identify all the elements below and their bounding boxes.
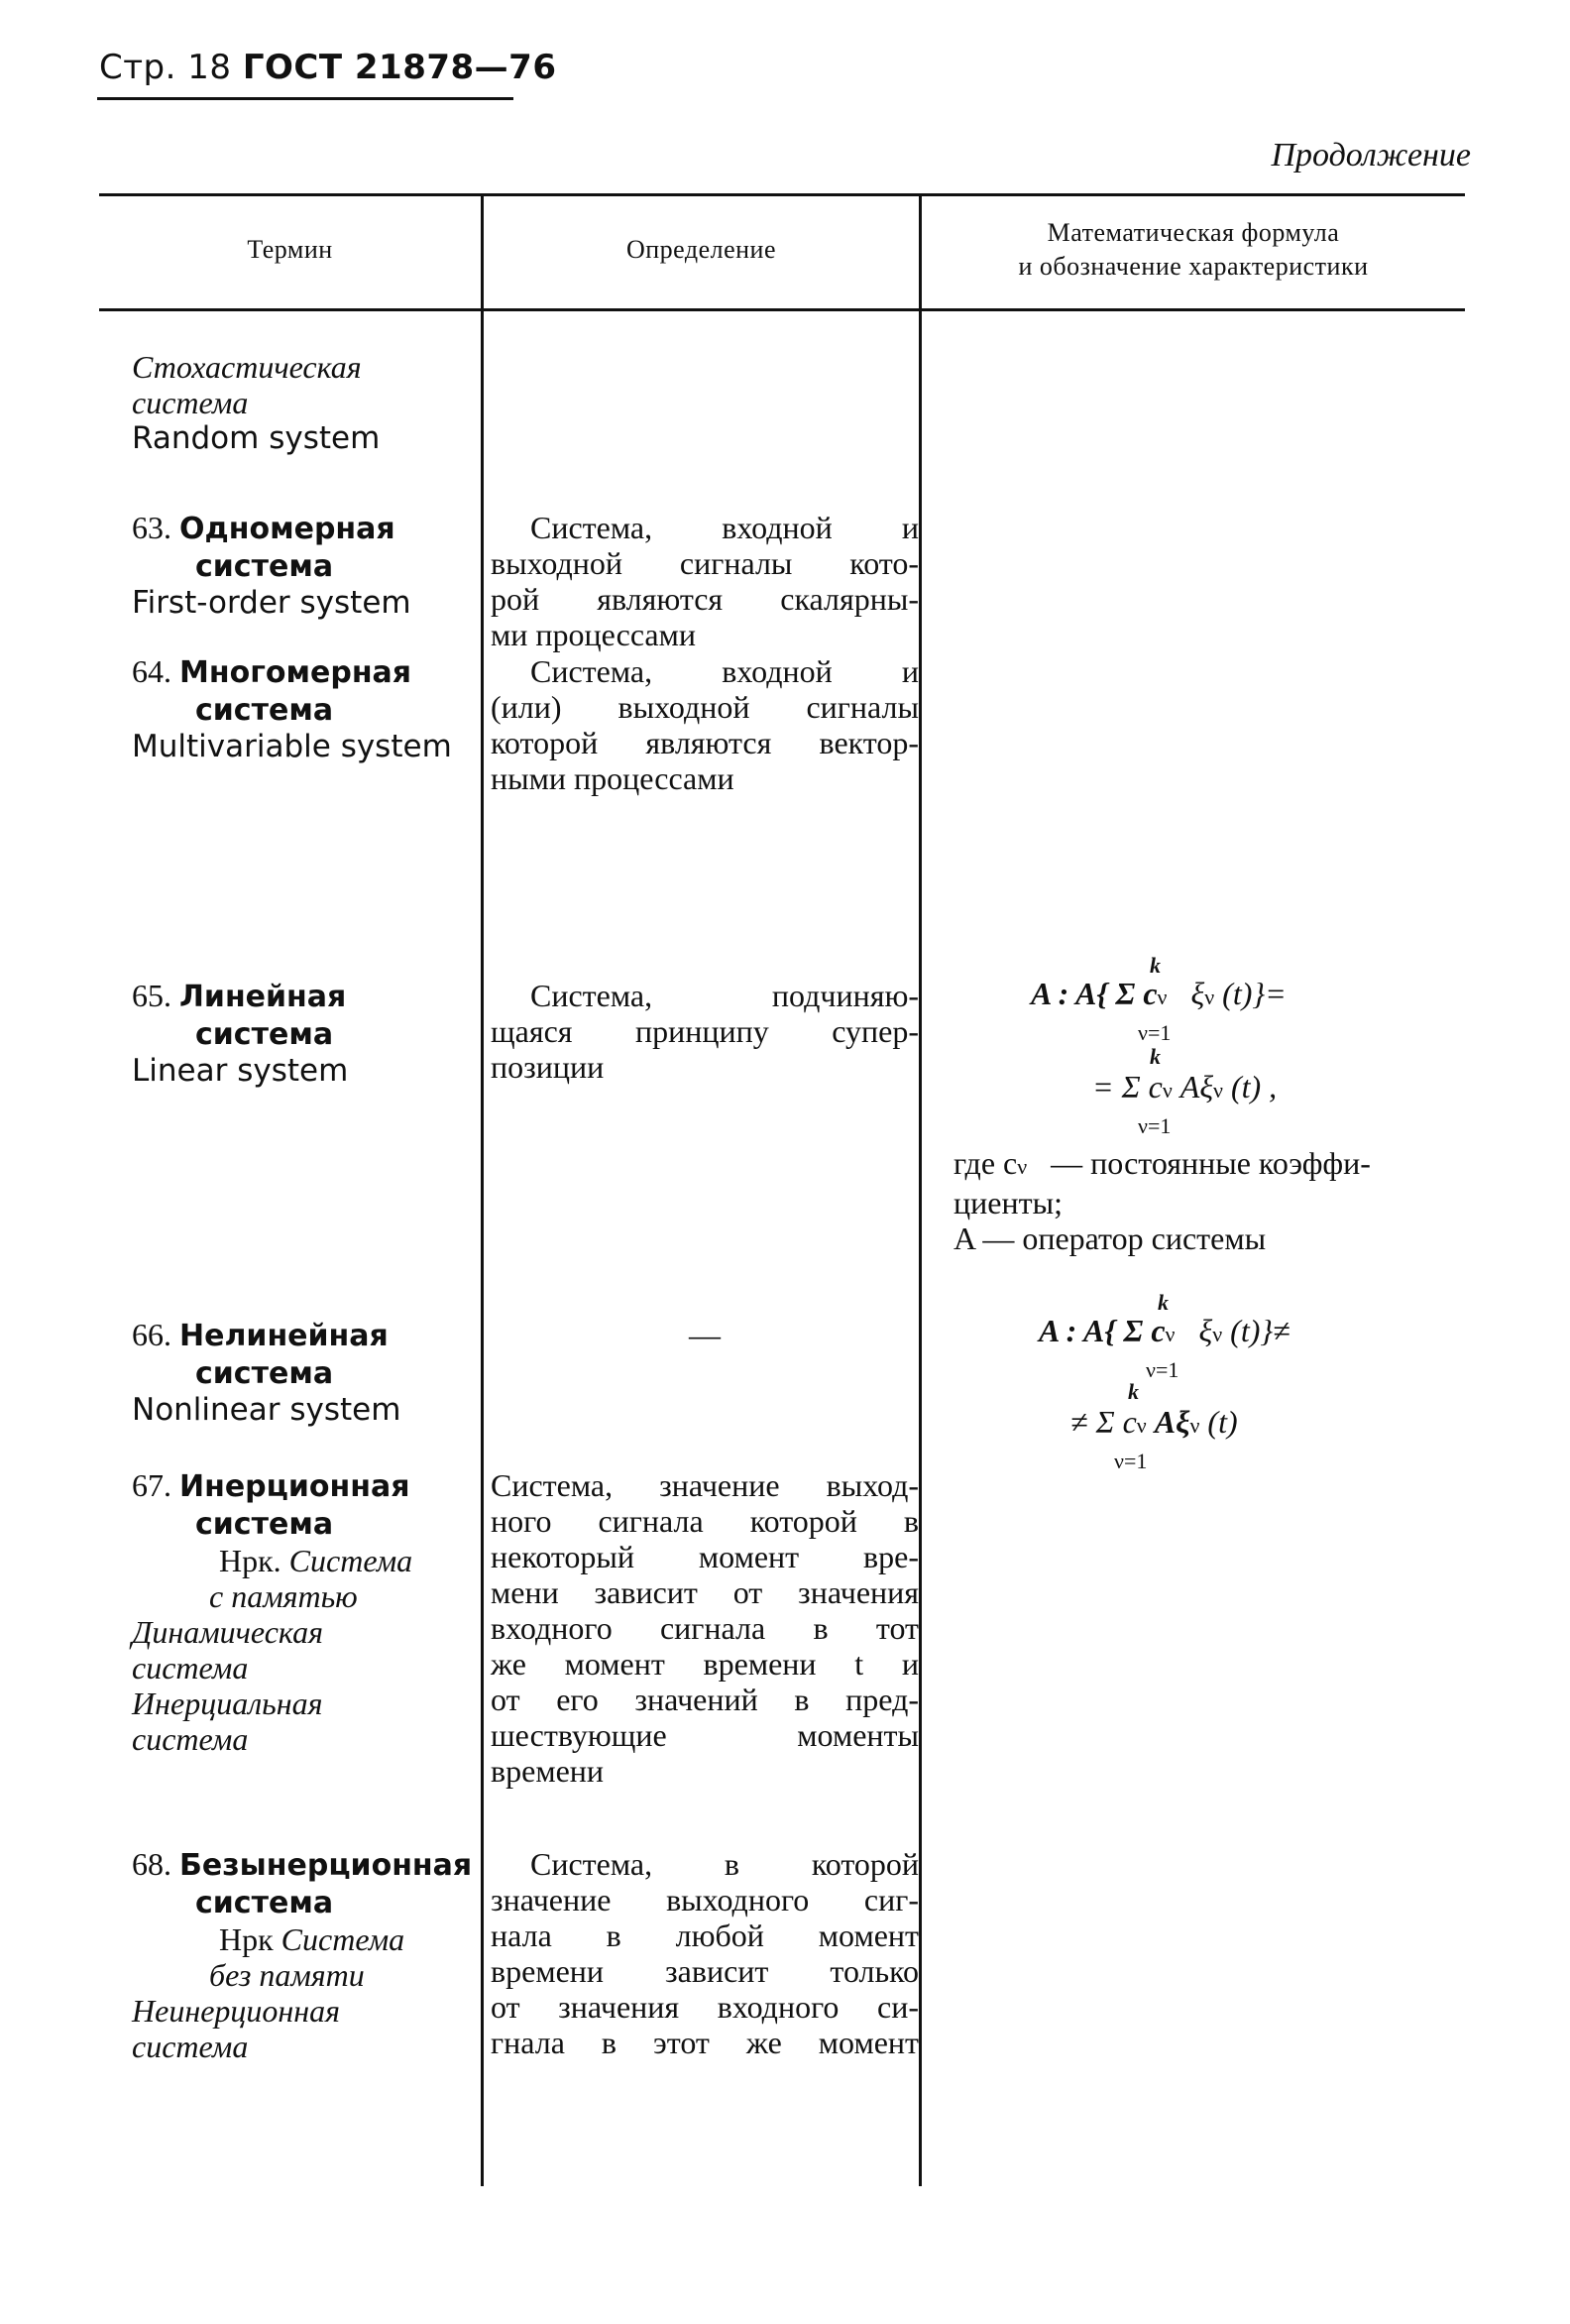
formula-line1-xi: ξ (1198, 1313, 1213, 1348)
sum-lower-limit-2: ν=1 (1114, 1449, 1148, 1473)
def-line: Система, входной и (530, 653, 919, 689)
formula-66 (1031, 1285, 1447, 1473)
term-65 (132, 978, 348, 1089)
header-formula-line2: и обозначение характеристики (1018, 252, 1369, 281)
term-name: Одномерная (179, 512, 395, 546)
definition-68 (491, 1846, 919, 2060)
formula-note-2: циенты; (953, 1185, 1063, 1220)
term-deprecated-text: Система (280, 1921, 405, 1957)
term-synonym-1: Неинерционная (132, 1993, 341, 2029)
formula-line1: A : A{ Σ cν ξν (t)}≠ (1039, 1313, 1290, 1348)
def-line: ными процессами (491, 760, 734, 796)
header-definition: Определение (625, 235, 777, 264)
term-number: 66. (132, 1317, 171, 1352)
def-line: нала в любой момент (491, 1917, 919, 1953)
table-header-rule (99, 308, 1465, 311)
header-rule (97, 97, 513, 100)
term-english: First-order system (132, 585, 411, 621)
term-synonym-2: Инерциальная (132, 1685, 323, 1721)
definition-65 (491, 978, 919, 1085)
term-name-cont: система (195, 549, 334, 584)
term-deprecated (132, 1921, 472, 1957)
formula-line2-text: ≠ Σ c (1070, 1404, 1137, 1440)
def-line: ми процессами (491, 617, 696, 652)
def-line: времени (491, 1753, 605, 1789)
def-line: Система, значение выход- (491, 1467, 919, 1503)
formula-line2: = Σ cν Aξν (t) , (1092, 1069, 1278, 1104)
term-name: Инерционная (179, 1469, 410, 1504)
header-term: Термин (247, 235, 333, 264)
note-const-coeff: — постоянные коэффи- (1051, 1145, 1371, 1181)
continuation-label: Продолжение (1271, 137, 1471, 174)
term-name-cont: система (195, 693, 334, 728)
definition-67 (491, 1467, 919, 1789)
term-name: Нелинейная (179, 1319, 389, 1353)
formula-line1-text: A : A{ Σ c (1031, 976, 1158, 1011)
definition-64 (491, 653, 919, 796)
def-line: гнала в этот же момент (491, 2025, 919, 2060)
sum-upper-limit: k (1158, 1290, 1169, 1315)
term-deprecated (132, 1543, 412, 1578)
formula-line1-end: (t)}= (1222, 976, 1287, 1011)
term-64 (132, 653, 452, 764)
formula-line2-end: (t) (1207, 1404, 1238, 1440)
def-line: щаяся принципу супер- (491, 1013, 919, 1049)
header-formula (922, 216, 1465, 284)
term-deprecated-prefix: Нрк. (219, 1543, 289, 1578)
def-line: шествующие моменты (491, 1717, 919, 1753)
term-synonym-1: Динамическая (132, 1614, 323, 1650)
formula-line1-text: A : A{ Σ c (1039, 1313, 1166, 1348)
term-english: Nonlinear system (132, 1392, 401, 1428)
term-synonym-1-cont: система (132, 1650, 249, 1685)
def-line: же момент времени t и (491, 1646, 919, 1682)
term-number: 63. (132, 510, 171, 545)
def-line: значение выходного сиг- (491, 1882, 919, 1917)
term-synonym-2-cont: система (132, 1721, 249, 1757)
term-name-cont: система (195, 1886, 334, 1920)
term-68 (132, 1846, 472, 2064)
term-number: 68. (132, 1846, 171, 1882)
def-line: выходной сигналы кото- (491, 545, 919, 581)
formula-line2-end: (t) , (1230, 1069, 1278, 1104)
term-number: 65. (132, 978, 171, 1013)
formula-line2-text: = Σ c (1092, 1069, 1163, 1104)
sum-upper-limit-2: k (1128, 1379, 1139, 1404)
def-line: входного сигнала в тот (491, 1610, 919, 1646)
formula-line2-mid: Aξ (1179, 1069, 1214, 1104)
term-name: Стохастическая (132, 349, 362, 385)
term-67 (132, 1467, 412, 1757)
formula-65 (1031, 948, 1447, 1136)
term-english: Linear system (132, 1053, 349, 1089)
term-deprecated-cont: без памяти (209, 1957, 365, 1993)
def-line: (или) выходной сигналы (491, 689, 919, 725)
formula-line1-end: (t)}≠ (1230, 1313, 1290, 1348)
table-top-rule (99, 193, 1465, 196)
term-number: 67. (132, 1467, 171, 1503)
term-name-cont: система (132, 385, 249, 420)
def-line: мени зависит от значения (491, 1574, 919, 1610)
def-line: от его значений в пред- (491, 1682, 919, 1717)
def-line: рой являются скалярны- (491, 581, 919, 617)
column-divider-1 (481, 193, 484, 2186)
term-name-cont: система (195, 1356, 334, 1391)
header-formula-line1: Математическая формула (1047, 218, 1340, 247)
standard-number: ГОСТ 21878—76 (242, 48, 557, 87)
formula-65-notes (953, 1145, 1459, 1256)
page-header (99, 48, 556, 87)
term-synonym-1-cont: система (132, 2029, 249, 2064)
def-line: некоторый момент вре- (491, 1539, 919, 1574)
term-name: Безынерционная (179, 1848, 473, 1883)
term-name-cont: система (195, 1017, 334, 1052)
def-line: ного сигнала которой в (491, 1503, 919, 1539)
page-label: Стр. 18 (99, 48, 232, 87)
sum-lower-limit: ν=1 (1138, 1020, 1172, 1045)
definition-63 (491, 510, 919, 652)
sum-upper-limit: k (1150, 953, 1161, 978)
column-divider-2 (919, 193, 922, 2186)
sum-lower-limit: ν=1 (1146, 1357, 1179, 1382)
term-stochastic-system (132, 349, 380, 456)
term-name: Многомерная (179, 655, 412, 690)
term-english: Multivariable system (132, 729, 452, 764)
def-line: позиции (491, 1049, 605, 1085)
def-line: Система, входной и (530, 510, 919, 545)
formula-note-1: где cν — постоянные коэффи- (953, 1145, 1371, 1181)
term-english: Random system (132, 420, 381, 456)
sum-lower-limit-2: ν=1 (1138, 1113, 1172, 1138)
term-deprecated-text: Система (288, 1543, 413, 1578)
term-deprecated-cont: с памятью (209, 1578, 358, 1614)
term-number: 64. (132, 653, 171, 689)
def-dash: — (689, 1317, 721, 1352)
term-deprecated-prefix: Нрк (219, 1921, 281, 1957)
term-name-cont: система (195, 1507, 334, 1542)
term-name: Линейная (179, 980, 347, 1014)
formula-line2: ≠ Σ cν Aξν (t) (1070, 1404, 1238, 1440)
formula-note-3: A — оператор системы (953, 1220, 1267, 1256)
def-line: от значения входного си- (491, 1989, 919, 2025)
sum-upper-limit-2: k (1150, 1044, 1161, 1069)
term-63 (132, 510, 411, 621)
def-line: времени зависит только (491, 1953, 919, 1989)
note-where: где c (953, 1145, 1018, 1181)
formula-line1: A : A{ Σ cν ξν (t)}= (1031, 976, 1287, 1011)
term-66 (132, 1317, 400, 1428)
definition-66 (491, 1317, 919, 1352)
def-line: Система, в которой (530, 1846, 919, 1882)
def-line: Система, подчиняю- (530, 978, 919, 1013)
def-line: которой являются вектор- (491, 725, 919, 760)
formula-line1-xi: ξ (1190, 976, 1205, 1011)
formula-line2-mid: Aξ (1154, 1404, 1190, 1440)
